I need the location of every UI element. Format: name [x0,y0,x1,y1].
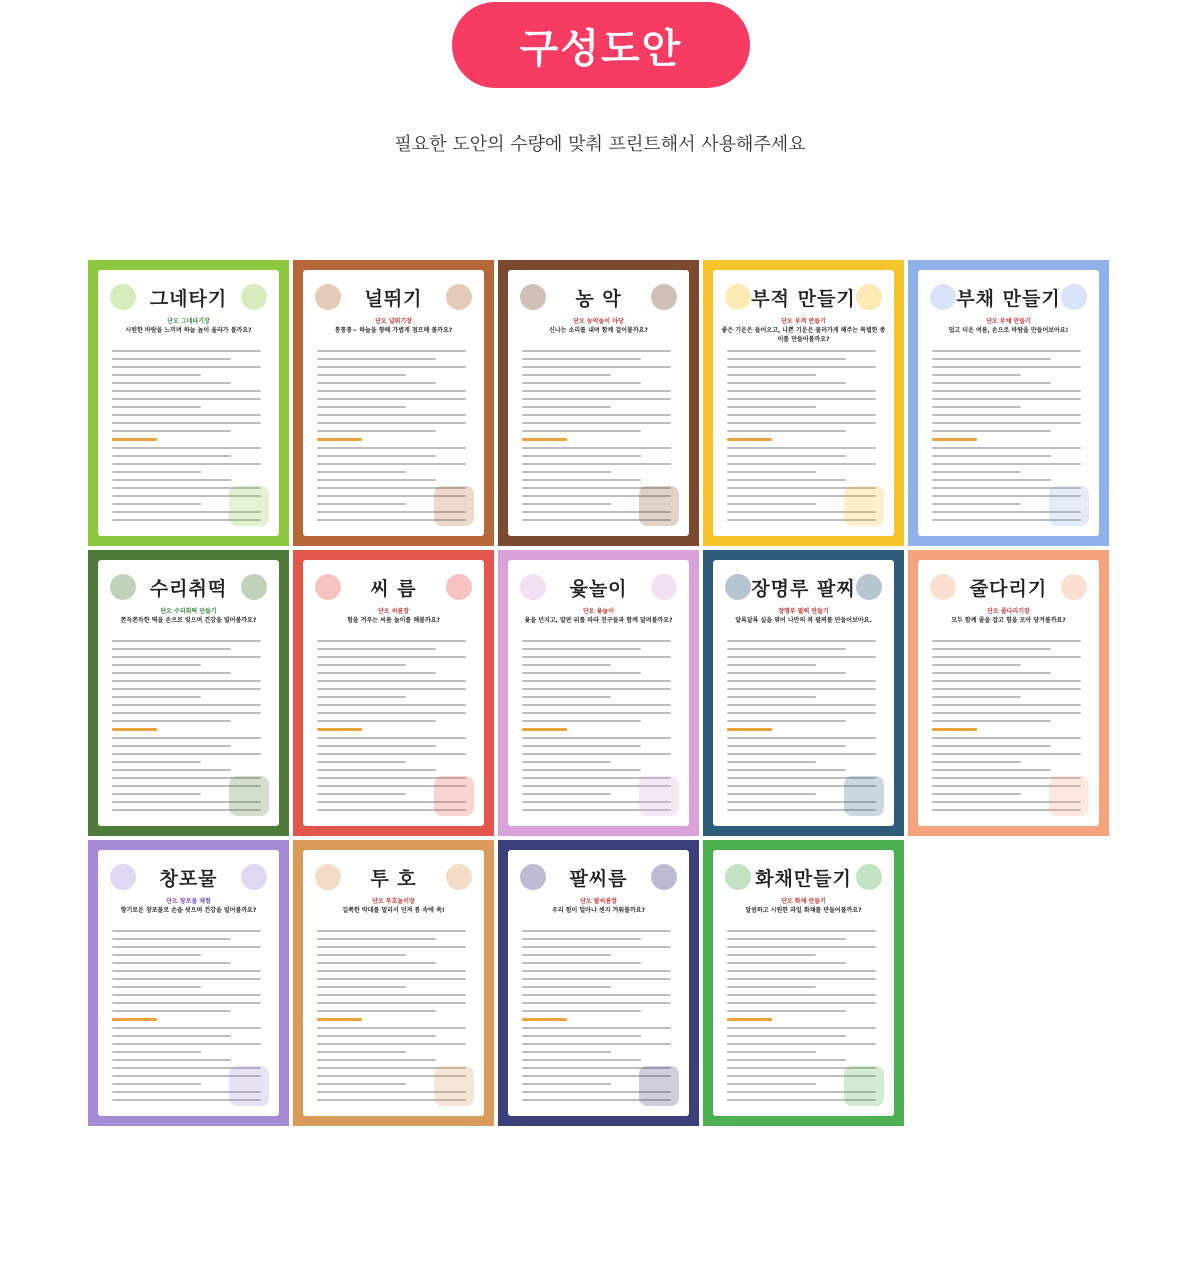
poster-card [88,260,289,546]
poster-card [498,840,699,1126]
poster-card [88,840,289,1126]
poster-inner [98,560,279,826]
poster-title: 투 호 [370,868,417,890]
poster-subtitle: 단오 농악놀이 마당 [573,318,624,325]
poster-subtitle: 단오 투호놀이장 [372,898,415,905]
poster-subtitle: 단오 화채 만들기 [781,898,826,905]
poster-title: 창포물 [159,868,218,890]
poster-card [703,550,904,836]
poster-illustration-icon [229,486,269,526]
poster-inner [918,270,1099,536]
poster-card [908,260,1109,546]
poster-question: 달콤하고 시원한 과일 화채를 만들어볼까요? [745,907,862,914]
poster-illustration-icon [844,1066,884,1106]
poster-title: 부적 만들기 [751,288,856,310]
poster-question: 쫀득쫀득한 떡을 손으로 빚으며 건강을 빌어볼까요? [120,617,257,624]
poster-inner [713,850,894,1116]
poster-illustration-icon [434,486,474,526]
poster-inner [508,270,689,536]
poster-question: 시원한 바람을 느끼며 하늘 높이 올라가 볼까요? [125,327,252,334]
poster-card [498,550,699,836]
poster-title: 그네타기 [149,288,228,310]
poster-question: 우리 힘이 얼마나 센지 겨뤄볼까요? [552,907,645,914]
poster-question: 알록달록 실을 엮어 나만의 복 팔찌를 만들어보아요. [735,617,872,624]
poster-subtitle: 단오 팔씨름장 [580,898,617,905]
poster-subtitle: 단오 수리취떡 만들기 [160,608,217,615]
poster-title: 장명루 팔찌 [751,578,856,600]
poster-card [88,550,289,836]
poster-inner [713,560,894,826]
poster-title: 수리취떡 [149,578,228,600]
poster-illustration-icon [229,1066,269,1106]
poster-question: 통통통~ 하늘을 향해 가볍게 점프해 볼까요? [334,327,453,334]
poster-title: 농 악 [575,288,622,310]
poster-card [293,550,494,836]
poster-card [703,260,904,546]
poster-question: 윷을 던지고, 말판 위를 따라 친구들과 함께 달려볼까요? [524,617,673,624]
poster-subtitle: 장명루 팔찌 만들기 [778,608,829,615]
poster-title: 줄다리기 [969,578,1048,600]
poster-illustration-icon [229,776,269,816]
poster-inner [98,850,279,1116]
poster-card [498,260,699,546]
poster-inner [303,560,484,826]
poster-subtitle: 단오 널뛰기장 [375,318,412,325]
poster-card [703,840,904,1126]
poster-title: 씨 름 [370,578,417,600]
poster-card [293,840,494,1126]
poster-illustration-icon [434,1066,474,1106]
poster-inner [508,850,689,1116]
poster-subtitle: 단오 씨름장 [377,608,410,615]
header-title-pill [452,2,750,88]
poster-subtitle: 단오 윷놀이 [582,608,615,615]
poster-inner [713,270,894,536]
header-title: 구성도안 [519,25,683,72]
poster-illustration-icon [1049,486,1089,526]
poster-question: 좋은 기운은 들어오고, 나쁜 기운은 물러가게 해주는 특별한 종이를 만들어볼까요? [721,327,886,343]
poster-illustration-icon [844,776,884,816]
poster-illustration-icon [434,776,474,816]
poster-inner [508,560,689,826]
poster-subtitle: 단오 부적 만들기 [781,318,826,325]
header-subtitle: 필요한 도안의 수량에 맞춰 프린트해서 사용해주세요 [394,134,806,155]
poster-title: 널뛰기 [364,288,423,310]
poster-question: 모두 함께 줄을 잡고 힘을 모아 당겨볼까요? [951,617,1066,624]
poster-subtitle: 단오 그네타기장 [167,318,210,325]
poster-question: 길쭉한 막대를 멀리서 던져 통 속에 쏙! [342,907,445,914]
poster-question: 신나는 소리를 내며 함께 걸어볼까요? [549,327,648,334]
poster-title: 화채만들기 [755,868,852,890]
poster-title: 팔씨름 [569,868,628,890]
poster-illustration-icon [639,1066,679,1106]
poster-title: 윷놀이 [569,578,628,600]
poster-illustration-icon [1049,776,1089,816]
poster-subtitle: 단오 줄다리기장 [987,608,1030,615]
poster-question: 덥고 더운 여름, 손으로 바람을 만들어보아요! [948,327,1069,334]
poster-question: 힘을 겨루는 씨름 놀이를 해볼까요? [347,617,440,624]
poster-card [293,260,494,546]
poster-title: 부채 만들기 [956,288,1061,310]
poster-illustration-icon [639,776,679,816]
poster-inner [98,270,279,536]
poster-illustration-icon [844,486,884,526]
poster-inner [918,560,1099,826]
poster-illustration-icon [639,486,679,526]
poster-subtitle: 단오 부채 만들기 [986,318,1031,325]
poster-question: 향기로운 창포물로 손을 씻으며 건강을 빌어볼까요? [120,907,257,914]
poster-inner [303,850,484,1116]
poster-subtitle: 단오 창포물 체험 [166,898,211,905]
poster-inner [303,270,484,536]
poster-card [908,550,1109,836]
